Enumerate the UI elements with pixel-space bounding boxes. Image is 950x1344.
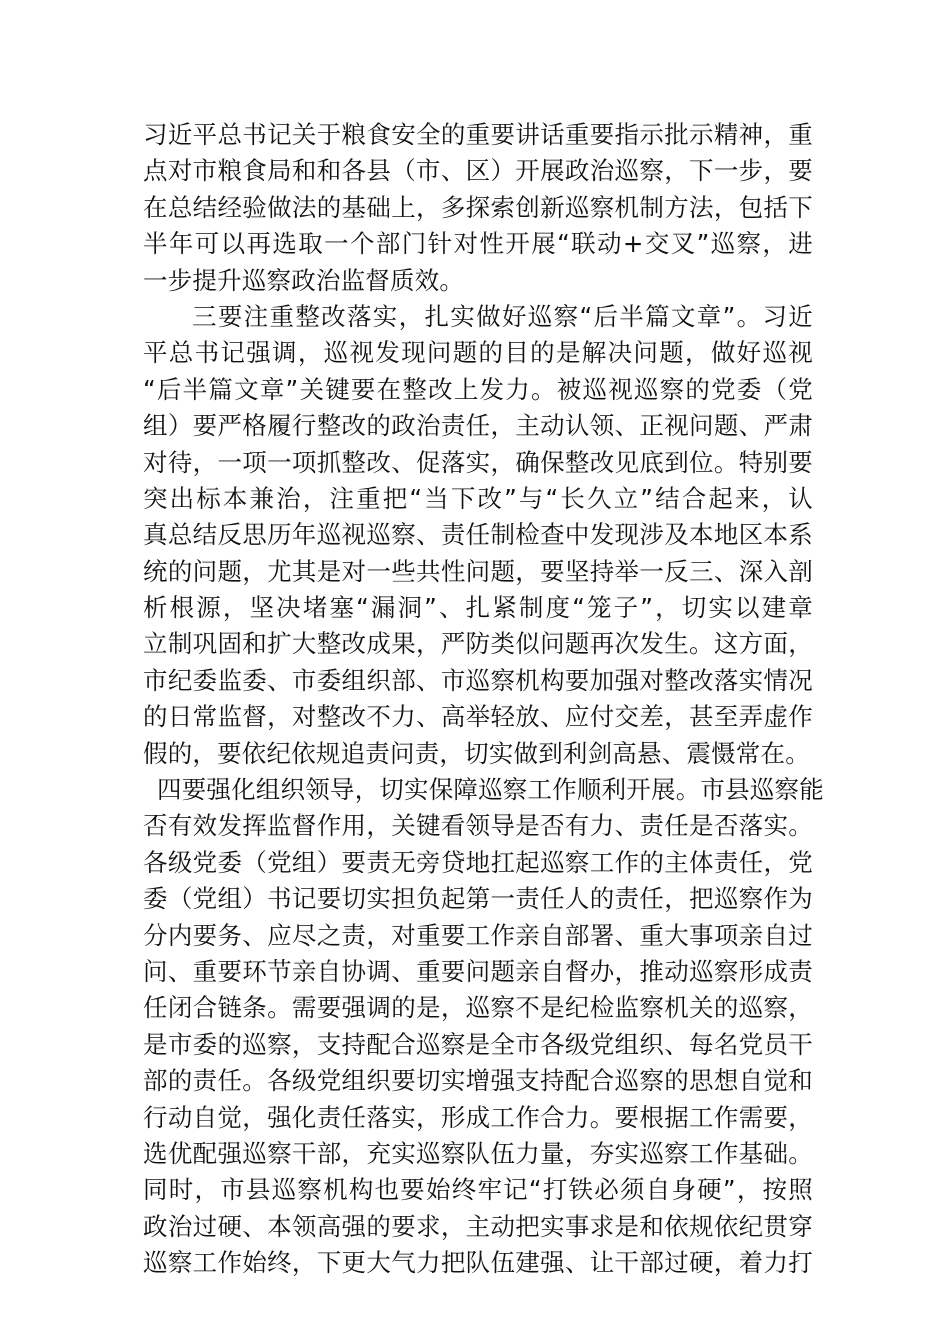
text-line: 问、重要环节亲自协调、重要问题亲自督办，推动巡察形成责 bbox=[143, 956, 813, 986]
text-line: 否有效发挥监督作用，关键看领导是否有力、责任是否落实。 bbox=[143, 811, 813, 841]
text-line: 行动自觉，强化责任落实，形成工作合力。要根据工作需要， bbox=[143, 1102, 813, 1132]
text-line: 同时，市县巡察机构也要始终牢记“打铁必须自身硬”，按照 bbox=[143, 1175, 813, 1205]
text-line: 习近平总书记关于粮食安全的重要讲话重要指示批示精神，重 bbox=[143, 120, 813, 149]
text-line: 半年可以再选取一个部门针对性开展“联动+交叉”巡察，进 bbox=[143, 229, 813, 259]
text-line: 政治过硬、本领高强的要求，主动把实事求是和依规依纪贯穿 bbox=[143, 1211, 813, 1241]
text-line: 组）要严格履行整改的政治责任，主动认领、正视问题、严肃 bbox=[143, 411, 813, 441]
text-line: 的日常监督，对整改不力、高举轻放、应付交差，甚至弄虚作 bbox=[143, 702, 813, 732]
text-line: 点对市粮食局和和各县（市、区）开展政治巡察，下一步，要 bbox=[143, 156, 813, 186]
paragraph-3 bbox=[143, 772, 824, 1281]
text-line: 平总书记强调，巡视发现问题的目的是解决问题，做好巡视 bbox=[143, 338, 813, 368]
text-line: 任闭合链条。需要强调的是，巡察不是纪检监察机关的巡察， bbox=[143, 993, 813, 1023]
text-line: 析根源，坚决堵塞“漏洞”、扎紧制度“笼子”，切实以建章 bbox=[143, 593, 813, 623]
text-line: 在总结经验做法的基础上，多探索创新巡察机制方法，包括下 bbox=[143, 192, 813, 222]
text-line: “后半篇文章”关键要在整改上发力。被巡视巡察的党委（党 bbox=[143, 374, 813, 404]
text-line: 四要强化组织领导，切实保障巡察工作顺利开展。市县巡察能 bbox=[157, 775, 824, 805]
text-line: 一步提升巡察政治监督质效。 bbox=[143, 265, 465, 295]
text-line: 突出标本兼治，注重把“当下改”与“长久立”结合起来，认 bbox=[143, 483, 813, 513]
text-line: 委（党组）书记要切实担负起第一责任人的责任，把巡察作为 bbox=[143, 884, 813, 914]
text-line: 分内要务、应尽之责，对重要工作亲自部署、重大事项亲自过 bbox=[143, 920, 813, 950]
document-body bbox=[143, 117, 824, 1282]
text-line: 市纪委监委、市委组织部、市巡察机构要加强对整改落实情况 bbox=[143, 665, 813, 695]
text-line: 统的问题，尤其是对一些共性问题，要坚持举一反三、深入剖 bbox=[143, 556, 813, 586]
paragraph-2 bbox=[143, 299, 813, 772]
text-line: 选优配强巡察干部，充实巡察队伍力量，夯实巡察工作基础。 bbox=[143, 1138, 813, 1168]
text-line: 立制巩固和扩大整改成果，严防类似问题再次发生。这方面， bbox=[143, 629, 813, 659]
text-line: 是市委的巡察，支持配合巡察是全市各级党组织、每名党员干 bbox=[143, 1029, 813, 1059]
paragraph-1 bbox=[143, 117, 813, 299]
text-line: 对待，一项一项抓整改、促落实，确保整改见底到位。特别要 bbox=[143, 447, 813, 477]
text-line: 三要注重整改落实，扎实做好巡察“后半篇文章”。习近 bbox=[192, 301, 813, 331]
text-line: 各级党委（党组）要责无旁贷地扛起巡察工作的主体责任，党 bbox=[143, 847, 813, 877]
text-line: 真总结反思历年巡视巡察、责任制检查中发现涉及本地区本系 bbox=[143, 520, 813, 550]
text-line: 巡察工作始终，下更大气力把队伍建强、让干部过硬，着力打 bbox=[143, 1248, 813, 1278]
text-line: 部的责任。各级党组织要切实增强支持配合巡察的思想自觉和 bbox=[143, 1066, 813, 1096]
text-line: 假的，要依纪依规追责问责，切实做到利剑高悬、震慑常在。 bbox=[143, 738, 810, 768]
